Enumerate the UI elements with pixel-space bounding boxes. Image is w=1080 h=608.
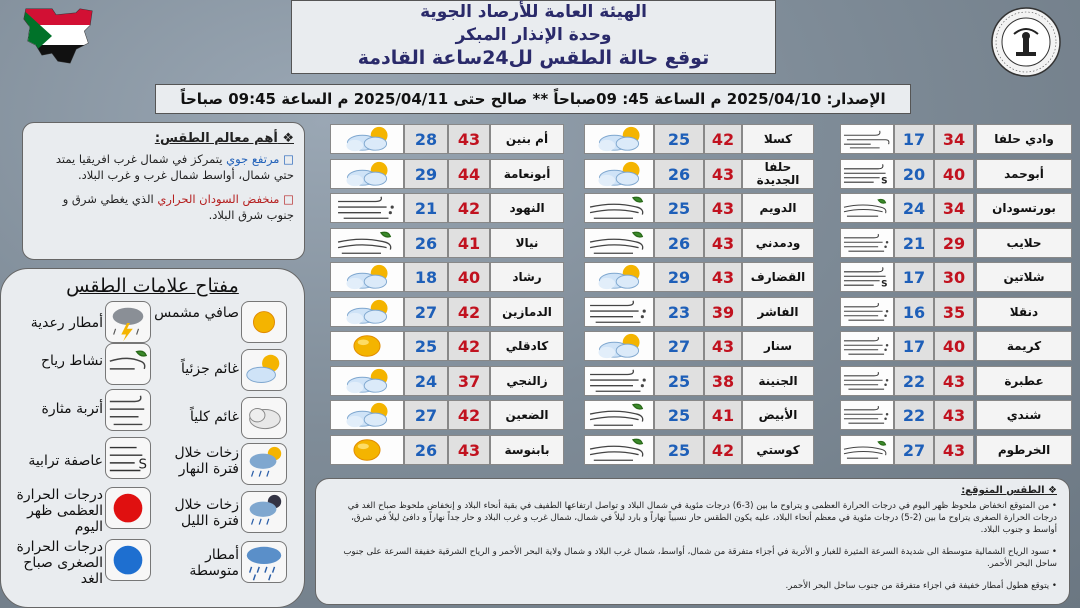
partly-cloudy-icon: [330, 124, 404, 154]
dust-storm-icon: [105, 437, 151, 479]
max-temp: 42: [448, 400, 490, 430]
partly-cloudy-icon: [584, 331, 654, 361]
sudan-flag-icon: [18, 5, 96, 67]
min-temp: 21: [894, 228, 934, 258]
expected-paragraph-2: • تسود الرياح الشمالية متوسطة الى شديدة السرعة المثيرة للغبار و الأتربة في أجزاء متفرقة من شمال، أواسط، شمال غرب البلاد و شمال ولاية البحر الأحمر و الرياح الشرقية خفيفة السرعة على جنوب ساحل البحر الأحمر.: [343, 547, 1057, 569]
partly-cloudy-icon: [241, 349, 287, 391]
max-temp: 29: [934, 228, 974, 258]
weather-features-box: [22, 122, 305, 260]
max-temp: 43: [448, 435, 490, 465]
min-temp: 25: [654, 435, 704, 465]
max-temp-dot-icon: [105, 487, 151, 529]
dust-storm-icon: [840, 159, 894, 189]
features-title-text: أهم معالم الطقس:: [154, 131, 278, 146]
bullet-square-icon: □: [283, 152, 294, 166]
station-name: دنقلا: [976, 297, 1072, 327]
station-name: الضعين: [490, 400, 564, 430]
legend-label: درجات الحرارة العظمى ظهر اليوم: [16, 487, 103, 535]
issue-validity-bar: [155, 84, 911, 114]
wind-leaf-icon: [584, 435, 654, 465]
min-temp: 27: [654, 331, 704, 361]
expected-weather-box: [315, 478, 1070, 605]
min-temp: 21: [404, 193, 448, 223]
min-temp: 17: [894, 331, 934, 361]
wind-leaf-icon: [584, 193, 654, 223]
min-temp: 27: [404, 297, 448, 327]
legend-label: غائم كلياً: [189, 409, 239, 425]
min-temp: 25: [654, 400, 704, 430]
station-name: كريمة: [976, 331, 1072, 361]
wind-leaf-icon: [584, 400, 654, 430]
expected-p3-text: يتوقع هطول أمطار خفيفة في اجزاء متفرقة من جنوب ساحل البحر الأحمر.: [785, 581, 1050, 591]
min-temp-dot-icon: [105, 539, 151, 581]
max-temp: 35: [934, 297, 974, 327]
min-temp: 17: [894, 124, 934, 154]
station-name: عطبرة: [976, 366, 1072, 396]
min-temp: 26: [654, 228, 704, 258]
dust-icon: [840, 228, 894, 258]
station-name: الدمازين: [490, 297, 564, 327]
dust-icon: [584, 297, 654, 327]
max-temp: 42: [448, 193, 490, 223]
legend-label: نشاط رياح: [40, 353, 103, 369]
sun-icon: [330, 435, 404, 465]
min-temp: 16: [894, 297, 934, 327]
partly-cloudy-icon: [584, 159, 654, 189]
sun-icon: [241, 301, 287, 343]
expected-paragraph-1: • من المتوقع انخفاض ملحوظ ظهر اليوم في درجات الحرارة العظمى و يتراوح ما بين (3-6) درجات مئوية في شمال البلاد و تواصل ارتفاعها الطفيف في بقية أنحاء البلاد و إنخفاض ملحوظ صباح الغد في درجات الحرارة الصغرى يتراوح ما بين (2-5) درجات مئوية في معظم أنحاء البلاد، عليه يكون الطقس حار نسبياً نهاراً و بارد ليلاً في شمال، شمال غرب و غرب البلاد و حار جداً نهاراً و دافئ ليلاً في شرق، أواسط و جنوب البلاد.: [347, 501, 1057, 535]
partly-cloudy-icon: [330, 400, 404, 430]
wind-leaf-icon: [330, 228, 404, 258]
max-temp: 42: [704, 124, 742, 154]
partly-cloudy-icon: [330, 297, 404, 327]
min-temp: 29: [404, 159, 448, 189]
min-temp: 25: [654, 366, 704, 396]
min-temp: 17: [894, 262, 934, 292]
legend-label: زخات خلال فترة النهار: [174, 445, 239, 477]
min-temp: 26: [654, 159, 704, 189]
legend-title: مفتاح علامات الطقس: [66, 275, 239, 297]
station-name: أبونعامة: [490, 159, 564, 189]
svg-text:S: S: [881, 176, 888, 187]
thunderstorm-icon: [105, 301, 151, 343]
partly-cloudy-icon: [330, 159, 404, 189]
expected-title-text: الطقس المتوقع:: [961, 485, 1045, 496]
issue-text: الإصدار: 2025/04/10 م الساعة 45: 09صباحاً ** صالح حتى 2025/04/11 م الساعة 09:45 صباحاً: [180, 90, 886, 108]
station-name: نيالا: [490, 228, 564, 258]
night-showers-icon: [241, 491, 287, 533]
station-name: كوستي: [742, 435, 814, 465]
max-temp: 40: [448, 262, 490, 292]
station-name: حلايب: [976, 228, 1072, 258]
max-temp: 42: [704, 435, 742, 465]
max-temp: 41: [448, 228, 490, 258]
max-temp: 34: [934, 124, 974, 154]
station-name: رشاد: [490, 262, 564, 292]
header-title-box: [291, 0, 776, 74]
station-name: ودمدني: [742, 228, 814, 258]
min-temp: 25: [654, 124, 704, 154]
station-name: شندي: [976, 400, 1072, 430]
max-temp: 43: [934, 400, 974, 430]
blowing-dust-icon: [105, 389, 151, 431]
wind-icon: [105, 343, 151, 385]
dust-icon: [330, 193, 404, 223]
header-line-1: الهيئة العامة للأرصاد الجوية: [420, 2, 647, 22]
legend-label: عاصفة ترابية: [28, 453, 103, 469]
moderate-rain-icon: [241, 541, 287, 583]
wind-icon: [840, 124, 894, 154]
max-temp: 41: [704, 400, 742, 430]
station-name: بورتسودان: [976, 193, 1072, 223]
max-temp: 30: [934, 262, 974, 292]
station-name: حلفا الجديدة: [742, 159, 814, 189]
dust-icon: [840, 366, 894, 396]
expected-title: ❖ الطقس المتوقع:: [961, 485, 1057, 496]
station-name: القضارف: [742, 262, 814, 292]
station-name: النهود: [490, 193, 564, 223]
station-name: أبوحمد: [976, 159, 1072, 189]
max-temp: 43: [704, 228, 742, 258]
min-temp: 27: [894, 435, 934, 465]
svg-text:S: S: [138, 457, 148, 473]
min-temp: 26: [404, 435, 448, 465]
station-name: بابنوسة: [490, 435, 564, 465]
meteorological-authority-logo: [990, 6, 1062, 78]
min-temp: 22: [894, 400, 934, 430]
legend-label: أمطار متوسطة: [189, 547, 239, 579]
max-temp: 43: [704, 331, 742, 361]
dust-icon: [840, 400, 894, 430]
weather-symbols-legend: [0, 268, 305, 608]
max-temp: 42: [448, 331, 490, 361]
min-temp: 27: [404, 400, 448, 430]
wind-leaf-icon: [840, 193, 894, 223]
legend-label: صافي مشمس: [154, 305, 239, 321]
max-temp: 43: [934, 435, 974, 465]
station-name: الدويم: [742, 193, 814, 223]
features-title: ❖ أهم معالم الطقس:: [154, 131, 294, 146]
legend-label: درجات الحرارة الصغرى صباح الغد: [16, 539, 103, 587]
partly-cloudy-icon: [330, 366, 404, 396]
legend-label: أمطار رعدية: [30, 315, 103, 331]
min-temp: 23: [654, 297, 704, 327]
max-temp: 43: [934, 366, 974, 396]
feature-1-highlight: مرتفع جوي: [226, 152, 280, 166]
max-temp: 37: [448, 366, 490, 396]
wind-leaf-icon: [840, 435, 894, 465]
feature-2-highlight: منخفض السودان الحراري: [157, 192, 280, 206]
max-temp: 43: [448, 124, 490, 154]
svg-text:S: S: [881, 279, 888, 290]
dust-icon: [840, 331, 894, 361]
max-temp: 42: [448, 297, 490, 327]
station-name: كسلا: [742, 124, 814, 154]
legend-label: أتربة مثارة: [41, 401, 103, 417]
partly-cloudy-icon: [584, 262, 654, 292]
cloudy-icon: [241, 397, 287, 439]
station-name: سنار: [742, 331, 814, 361]
min-temp: 24: [404, 366, 448, 396]
feature-item-thermal-low: [33, 191, 294, 223]
max-temp: 39: [704, 297, 742, 327]
max-temp: 40: [934, 159, 974, 189]
min-temp: 28: [404, 124, 448, 154]
dust-icon: [584, 366, 654, 396]
dust-icon: [840, 297, 894, 327]
expected-p2-text: تسود الرياح الشمالية متوسطة الى شديدة السرعة المثيرة للغبار و الأتربة في أجزاء متفرقة من شمال، أواسط، شمال غرب البلاد و شمال ولاية البحر الأحمر و الرياح الشرقية خفيفة السرعة على جنوب ساحل البحر الأحمر.: [343, 547, 1057, 569]
min-temp: 25: [654, 193, 704, 223]
wind-leaf-icon: [584, 228, 654, 258]
feature-2-text: الذي يغطي شرق و جنوب شرق البلاد.: [62, 192, 294, 222]
station-name: الخرطوم: [976, 435, 1072, 465]
feature-item-high-pressure: [33, 151, 294, 183]
min-temp: 22: [894, 366, 934, 396]
min-temp: 25: [404, 331, 448, 361]
max-temp: 43: [704, 159, 742, 189]
max-temp: 40: [934, 331, 974, 361]
max-temp: 43: [704, 262, 742, 292]
station-name: الجنينة: [742, 366, 814, 396]
min-temp: 24: [894, 193, 934, 223]
day-showers-icon: [241, 443, 287, 485]
station-name: كادقلي: [490, 331, 564, 361]
expected-p1-text: من المتوقع انخفاض ملحوظ ظهر اليوم في درجات الحرارة العظمى و يتراوح ما بين (3-6) درجات مئوية في شمال البلاد و تواصل ارتفاعها الطفيف في بقية أنحاء البلاد و إنخفاض ملحوظ صباح الغد في درجات الحرارة الصغرى يتراوح ما بين (2-5) درجات مئوية في معظم أنحاء البلاد، عليه يكون الطقس حار نسبياً نهاراً و بارد ليلاً في شمال، شمال غرب و غرب البلاد و حار جداً نهاراً و دافئ ليلاً في شرق، أواسط و جنوب البلاد.: [347, 501, 1057, 535]
min-temp: 29: [654, 262, 704, 292]
feature-1-text: يتمركز في شمال غرب افريقيا يمتد حتي شمال، أواسط شمال غرب و غرب البلاد.: [55, 152, 294, 182]
max-temp: 38: [704, 366, 742, 396]
max-temp: 44: [448, 159, 490, 189]
station-name: الفاشر: [742, 297, 814, 327]
max-temp: 43: [704, 193, 742, 223]
station-name: زالنجي: [490, 366, 564, 396]
station-name: وادي حلفا: [976, 124, 1072, 154]
dust-storm-icon: [840, 262, 894, 292]
min-temp: 20: [894, 159, 934, 189]
max-temp: 34: [934, 193, 974, 223]
min-temp: 18: [404, 262, 448, 292]
bullet-square-icon: □: [283, 192, 294, 206]
legend-label: غائم جزئياً: [180, 361, 239, 377]
min-temp: 26: [404, 228, 448, 258]
station-name: شلاتين: [976, 262, 1072, 292]
header-line-2: وحدة الإنذار المبكر: [455, 25, 612, 45]
legend-label: زخات خلال فترة الليل: [174, 497, 239, 529]
station-name: الأبيض: [742, 400, 814, 430]
partly-cloudy-icon: [330, 262, 404, 292]
sun-icon: [330, 331, 404, 361]
header-line-3: توقع حالة الطقس لل24ساعة القادمة: [357, 47, 710, 69]
partly-cloudy-icon: [584, 124, 654, 154]
station-name: أم بنين: [490, 124, 564, 154]
expected-paragraph-3: • يتوقع هطول أمطار خفيفة في اجزاء متفرقة من جنوب ساحل البحر الأحمر.: [785, 581, 1057, 591]
